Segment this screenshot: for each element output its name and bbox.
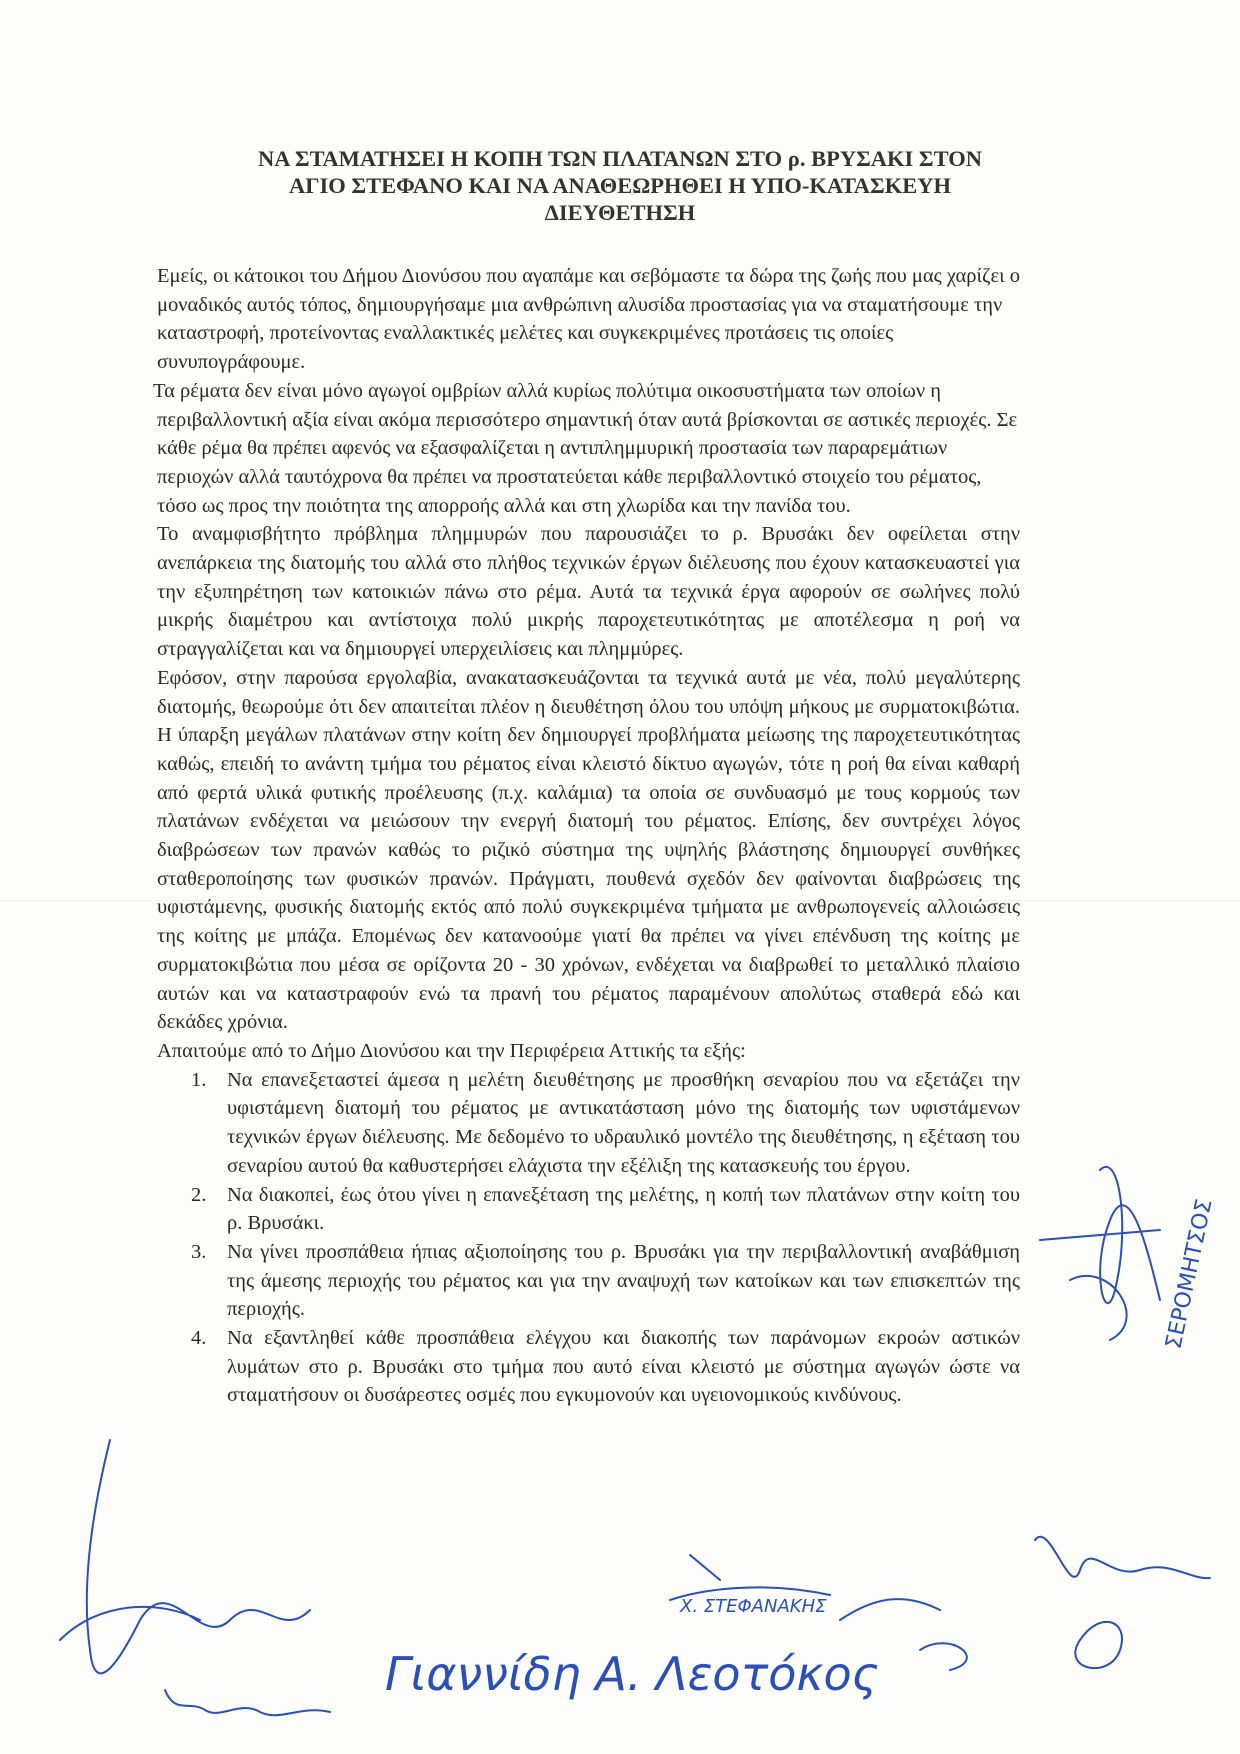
signature-name-3: ΣΕΡΟΜΗΤΣΟΣ (1161, 1196, 1218, 1352)
demands-list (157, 1066, 1020, 1410)
signature-name-2: Χ. ΣΤΕΦΑΝΑΚΗΣ (680, 1596, 827, 1617)
list-item (157, 1066, 1020, 1181)
signature-bottom-right (1035, 1537, 1210, 1668)
document-body (153, 262, 1021, 1410)
list-item-text: Να γίνει προσπάθεια ήπιας αξιοποίησης του ρ. Βρυσάκι για την περιβαλλοντική αναβάθμιση της άμεσης περιοχής του ρέματος και για την αναψυχή των κατοίκων και των επισκεπτών της περιοχής. (227, 1240, 1020, 1321)
list-number: 4. (191, 1327, 207, 1350)
list-item (157, 1181, 1020, 1238)
list-item (157, 1238, 1020, 1324)
paragraph-streams: Τα ρέματα δεν είναι μόνο αγωγοί ομβρίων αλλά κυρίως πολύτιμα οικοσυστήματα των οποίων η περιβαλλοντική αξία είναι ακόμα περισσότερο σημαντική όταν αυτά βρίσκονται σε αστικές περιοχές. Σε κάθε ρέμα θα πρέπει αφενός να εξασφαλίζεται η αντιπλημμυρική προστασία των παραρεμάτιων περιοχών αλλά ταυτόχρονα θα πρέπει να προστατεύεται κάθε περιβαλλοντικό στοιχείο του ρέματος, τόσο ως προς την ποιότητα της απορροής αλλά και στη χλωρίδα και την πανίδα του. (153, 379, 1018, 517)
paragraph-demands-intro: Απαιτούμε από το Δήμο Διονύσου και την Περιφέρεια Αττικής τα εξής: (157, 1039, 746, 1062)
paragraph-arguments: Εφόσον, στην παρούσα εργολαβία, ανακατασκευάζονται τα τεχνικά αυτά με νέα, πολύ μεγαλύτερης διατομής, θεωρούμε ότι δεν απαιτείται πλέον η διευθέτηση όλου του υπόψη μήκους με συρματοκιβώτια. Η ύπαρξη μεγάλων πλατάνων στην κοίτη δεν δημιουργεί προβλήματα μείωσης της παροχετευτικότητας καθώς, επειδή το ανάντη τμήμα του ρέματος είναι κλειστό δίκτυο αγωγών, τότε η ροή θα είναι καθαρή από φερτά υλικά φυτικής προέλευσης (π.χ. καλάμια) τα οποία σε συνδυασμό με τους κορμούς των πλατάνων ενδέχεται να μειώσουν την ενεργή διατομή του ρέματος. Επίσης, δεν συντρέχει λόγος διαβρώσεων των πρανών καθώς το ριζικό σύστημα της υψηλής βλάστησης δημιουργεί συνθήκες σταθεροποίησης των φυσικών πρανών. Πράγματι, πουθενά σχεδόν δεν φαίνονται διαβρώσεις της υφιστάμενης, φυσικής διατομής εκτός από πολύ συγκεκριμένα τμήματα με ανθρωπογενείς αλλοιώσεις της κοίτης με μπάζα. Επομένως δεν κατανοούμε γιατί θα πρέπει να γίνει επένδυση της κοίτης με συρματοκιβώτια που μέσα σε ορίζοντα 20 - 30 χρόνων, ενδέχεται να διαβρωθεί το μεταλλικό πλαίσιο αυτών και να καταστραφούν ενώ τα πρανή του ρέματος παραμένουν απολύτως σταθερά εδώ και δεκάδες χρόνια. (157, 666, 1020, 1034)
signature-center-right (670, 1555, 967, 1670)
list-item (157, 1324, 1020, 1410)
title-line-3: ΔΙΕΥΘΕΤΗΣΗ (544, 200, 696, 225)
list-number: 1. (191, 1068, 207, 1091)
document-title (150, 145, 1090, 226)
title-line-2: ΑΓΙΟ ΣΤΕΦΑΝΟ ΚΑΙ ΝΑ ΑΝΑΘΕΩΡΗΘΕΙ Η ΥΠΟ-ΚΑΤΑΣΚΕΥΗ (288, 173, 951, 198)
list-item-text: Να εξαντληθεί κάθε προσπάθεια ελέγχου και διακοπής των παράνομων εκροών αστικών λυμάτων στο ρ. Βρυσάκι στο τμήμα που αυτό είναι κλειστό με σύστημα αγωγών ώστε να σταματήσουν οι δυσάρεστες οσμές που εγκυμονούν και υγειονομικούς κινδύνους. (227, 1327, 1020, 1407)
signature-bottom-left-1 (60, 1440, 310, 1673)
paragraph-flooding: Το αναμφισβήτητο πρόβλημα πλημμυρών που παρουσιάζει το ρ. Βρυσάκι δεν οφείλεται στην ανεπάρκεια της διατομής του αλλά στο πλήθος τεχνικών έργων διέλευσης που έχουν κατασκευαστεί για την εξυπηρέτηση των κατοικιών πάνω στο ρέμα. Αυτά τα τεχνικά έργα αφορούν σε σωλήνες πολύ μικρής διαμέτρου και αντίστοιχα πολύ μικρής παροχετευτικότητας με αποτέλεσμα η ροή να στραγγαλίζεται και να δημιουργεί υπερχειλίσεις και πλημμύρες. (157, 523, 1020, 661)
signature-right-margin (1040, 1167, 1160, 1340)
paragraph-intro: Εμείς, οι κάτοικοι του Δήμου Διονύσου που αγαπάμε και σεβόμαστε τα δώρα της ζωής που μας χαρίζει ο μοναδικός αυτός τόπος, δημιουργήσαμε μια ανθρώπινη αλυσίδα προστασίας για να σταματήσουμε την καταστροφή, προτείνοντας εναλλακτικές μελέτες και συγκεκριμένες προτάσεις τις οποίες συνυπογράφουμε. (157, 265, 1021, 374)
list-item-text: Να επανεξεταστεί άμεσα η μελέτη διευθέτησης με προσθήκη σεναρίου που να εξετάζει την υφιστάμενη διατομή του ρέματος με αντικατάσταση μόνο της διατομής των υφιστάμενων τεχνικών έργων διέλευσης. Με δεδομένο το υδραυλικό μοντέλο της διευθέτησης, η εξέταση του σεναρίου αυτού θα καθυστερήσει ελάχιστα την εξέλιξη της κατασκευής του έργου. (227, 1068, 1020, 1177)
title-line-1: ΝΑ ΣΤΑΜΑΤΗΣΕΙ Η ΚΟΠΗ ΤΩΝ ΠΛΑΤΑΝΩΝ ΣΤΟ ρ. ΒΡΥΣΑΚΙ ΣΤΟΝ (258, 146, 982, 171)
list-number: 2. (191, 1183, 207, 1206)
signature-name-1: Γιαννίδη Α. Λεοτόκος (385, 1647, 879, 1701)
signature-bottom-left-2 (165, 1690, 330, 1715)
list-number: 3. (191, 1240, 207, 1263)
list-item-text: Να διακοπεί, έως ότου γίνει η επανεξέταση της μελέτης, η κοπή των πλατάνων στην κοίτη του ρ. Βρυσάκι. (227, 1183, 1020, 1235)
